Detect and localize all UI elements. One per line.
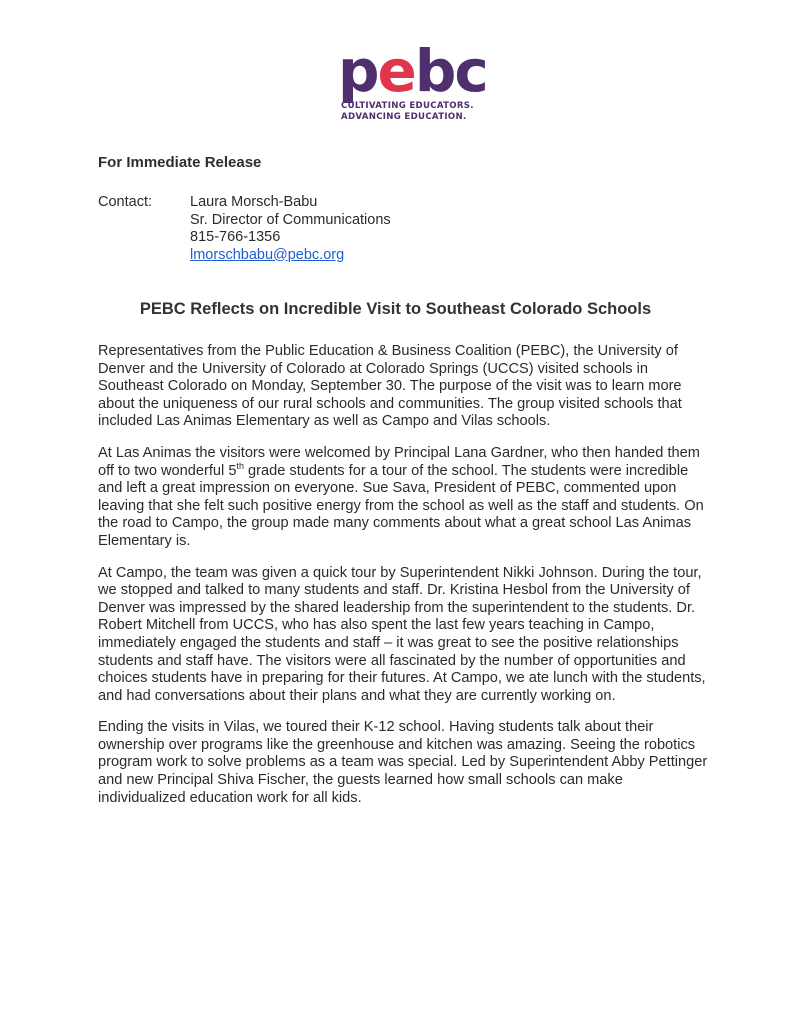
tagline-line-1: CULTIVATING EDUCATORS.: [341, 101, 474, 111]
paragraph-vilas: Ending the visits in Vilas, we toured their K-12 school. Having students talk about their ownership over programs like the greenhouse and kitchen was amazing. Seeing the robotics program work to solve problems as a team was special. Led by Superintendent Abby Pettinger and new Principal Shiva Fischer, the guests learned how small schools can make individualized education work for all kids.: [98, 719, 708, 806]
contact-phone: 815-766-1356: [190, 229, 281, 245]
logo-letter-e: e: [377, 37, 415, 105]
tagline-line-2: ADVANCING EDUCATION.: [341, 111, 467, 122]
logo-tagline: [341, 101, 474, 122]
paragraph-campo: At Campo, the team was given a quick tour by Superintendent Nikki Johnson. During the tour, we stopped and talked to many students and staff. Dr. Kristina Hesbol from the University of Denver was impressed by the shared leadership from the superintendent to the students. Dr. Robert Mitchell from UCCS, who has also spent the last few years teaching in Campo, immediately engaged the students and staff – it was great to see the positive relationships students and staff have. The visitors were all fascinated by the number of opportunities and choices students have in preparing for their futures. At Campo, we ate lunch with the students, and had conversations about their plans and what they are currently working on.: [98, 564, 706, 704]
paragraph-las-animas-part1: At Las Animas the visitors were welcomed by Principal Lana Gardner, who then handed them off to two wonderful 5: [98, 444, 700, 479]
contact-title: Sr. Director of Communications: [190, 211, 391, 228]
contact-block: [190, 194, 391, 264]
logo-wordmark: [338, 37, 487, 105]
logo-letter-c: c: [454, 37, 487, 105]
logo-letter-p: p: [338, 37, 378, 105]
contact-name: Laura Morsch-Babu: [190, 194, 318, 210]
paragraph-intro: Representatives from the Public Education & Business Coalition (PEBC), the University of Denver and the University of Colorado at Colorado Springs (UCCS) visited schools in Southeast Colorado on Monday, September 30. The purpose of the visit was to learn more about the uniqueness of our rural schools and communities. The group visited schools that included Las Animas Elementary as well as Campo and Vilas schools.: [98, 343, 682, 430]
release-label: For Immediate Release: [98, 154, 262, 171]
contact-label: Contact:: [98, 194, 152, 210]
superscript-ordinal: th: [236, 460, 244, 471]
logo-letter-b: b: [414, 37, 455, 105]
press-release-body: [98, 343, 708, 821]
paragraph-las-animas: [98, 445, 708, 551]
pebc-logo: [338, 37, 487, 122]
paragraph-las-animas-part2: grade students for a tour of the school. The students were incredible and left a great impression on everyone. Sue Sava, President of PEBC, commented upon leaving that she felt such positive energy from the school as well as the staff and students. On the road to Campo, the group made many comments about what a great school Las Animas Elementary is.: [98, 462, 704, 549]
press-release-headline: PEBC Reflects on Incredible Visit to Southeast Colorado Schools: [139, 300, 652, 318]
contact-email-link[interactable]: lmorschbabu@pebc.org: [190, 246, 345, 263]
